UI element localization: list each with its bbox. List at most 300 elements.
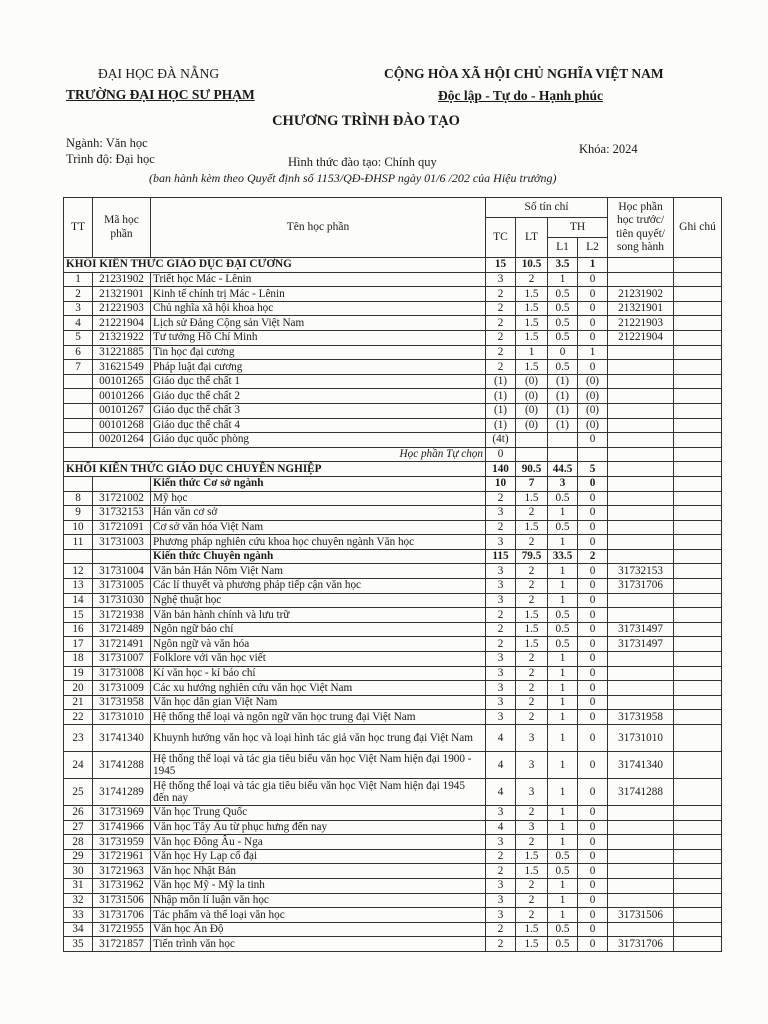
course-code: 31731958 [93,695,151,710]
course-name: Văn học Trung Quốc [151,806,486,821]
credit-theory: 90.5 [516,462,548,477]
row-number [64,374,93,389]
credit-practice-l2: 0 [578,922,608,937]
course-name: Tiến trình văn học [151,937,486,952]
row-number: 18 [64,652,93,667]
credit-total: 3 [486,695,516,710]
section-row [64,258,722,273]
credit-theory: 2 [516,506,548,521]
note-cell [674,820,722,835]
row-number: 24 [64,752,93,779]
course-code: 31732153 [93,506,151,521]
credit-theory: 1.5 [516,608,548,623]
credit-practice-l2: 0 [578,272,608,287]
credit-practice-l1: 1 [548,593,578,608]
credit-practice-l2: (0) [578,389,608,404]
credit-practice-l2: 0 [578,849,608,864]
credit-theory: 2 [516,893,548,908]
credit-total: 3 [486,593,516,608]
credit-theory: 1.5 [516,864,548,879]
note-cell [674,389,722,404]
course-name: Các lí thuyết và phương pháp tiếp cận văn học [151,579,486,594]
subsection-title: Kiến thức Chuyên ngành [151,549,486,564]
credit-total: (1) [486,389,516,404]
credit-total: 2 [486,937,516,952]
note-cell [674,849,722,864]
credit-practice-l2: 0 [578,779,608,806]
course-code: 00101267 [93,403,151,418]
credit-total: 3 [486,710,516,725]
credit-practice-l2: 0 [578,316,608,331]
credit-theory: 79.5 [516,549,548,564]
country-name: CỘNG HÒA XÃ HỘI CHỦ NGHĨA VIỆT NAM [384,66,664,81]
credit-total: 4 [486,779,516,806]
row-number: 3 [64,301,93,316]
row-number: 31 [64,878,93,893]
credit-practice-l2: (0) [578,418,608,433]
note-cell [674,937,722,952]
credit-theory: 3 [516,752,548,779]
credit-practice-l2: 0 [578,506,608,521]
school-name: TRƯỜNG ĐẠI HỌC SƯ PHẠM [66,87,255,102]
course-code: 21231902 [93,272,151,287]
row-number: 13 [64,579,93,594]
note-cell [674,535,722,550]
credit-total: 3 [486,893,516,908]
section-row [64,462,722,477]
prerequisite-code: 21321901 [608,301,674,316]
course-code: 31741289 [93,779,151,806]
course-row [64,893,722,908]
credit-practice-l2: 0 [578,937,608,952]
row-number: 9 [64,506,93,521]
credit-theory: 2 [516,564,548,579]
row-number: 33 [64,908,93,923]
course-name: Văn học Hy Lạp cổ đại [151,849,486,864]
course-row [64,272,722,287]
credit-practice-l2: 0 [578,433,608,448]
credit-total: 4 [486,725,516,752]
course-code: 31731010 [93,710,151,725]
credit-practice-l1: 0.5 [548,922,578,937]
credit-practice-l1: 1 [548,506,578,521]
course-row [64,878,722,893]
course-name: Mỹ học [151,491,486,506]
credit-practice-l1: 0.5 [548,330,578,345]
note-cell [674,710,722,725]
course-row [64,666,722,681]
credit-practice-l2: 0 [578,491,608,506]
course-row [64,301,722,316]
header-th: TH [548,218,608,238]
credit-practice-l1: 1 [548,878,578,893]
course-row [64,681,722,696]
row-number: 25 [64,779,93,806]
credit-theory: 1.5 [516,922,548,937]
row-number: 22 [64,710,93,725]
header-tc: TC [486,218,516,258]
credit-total: 3 [486,835,516,850]
course-code: 31221885 [93,345,151,360]
note-cell [674,864,722,879]
course-name: Giáo dục thể chất 3 [151,403,486,418]
credit-total: 3 [486,908,516,923]
credit-practice-l1: 0.5 [548,360,578,375]
prereq-cell [608,462,674,477]
credit-practice-l2: 2 [578,549,608,564]
prerequisite-code: 31731010 [608,725,674,752]
note-cell [674,403,722,418]
prerequisite-code: 31732153 [608,564,674,579]
course-row [64,389,722,404]
prerequisite-code [608,491,674,506]
prerequisite-code [608,864,674,879]
credit-practice-l2: 0 [578,535,608,550]
credit-theory: 1.5 [516,622,548,637]
row-number: 11 [64,535,93,550]
course-row [64,506,722,521]
header-code: Mã học phần [93,198,151,258]
credit-practice-l2: 0 [578,476,608,491]
credit-theory: 2 [516,272,548,287]
course-row [64,622,722,637]
credit-total: (1) [486,418,516,433]
header-l2: L2 [578,238,608,258]
course-name: Hệ thống thể loại và tác gia tiêu biểu văn học Việt Nam hiện đại 1900 - 1945 [151,752,486,779]
note-cell [674,287,722,302]
credit-practice-l2: 0 [578,681,608,696]
code-cell [93,476,151,491]
credit-practice-l2: 0 [578,593,608,608]
course-name: Văn học Nhật Bản [151,864,486,879]
header-name: Tên học phần [151,198,486,258]
credit-practice-l1: 1 [548,579,578,594]
credit-practice-l1: 0.5 [548,608,578,623]
credit-practice-l1: 1 [548,725,578,752]
course-row [64,491,722,506]
note-cell [674,491,722,506]
credit-theory: 1.5 [516,330,548,345]
credit-practice-l2: 0 [578,301,608,316]
course-code: 31721002 [93,491,151,506]
code-cell [93,549,151,564]
credit-practice-l2: 0 [578,893,608,908]
course-name: Lịch sử Đảng Cộng sản Việt Nam [151,316,486,331]
prerequisite-code [608,506,674,521]
credit-theory: 2 [516,695,548,710]
credit-total: (4t) [486,433,516,448]
course-row [64,593,722,608]
note-cell [674,549,722,564]
course-row [64,345,722,360]
course-name: Folklore với văn học viết [151,652,486,667]
prerequisite-code: 31731506 [608,908,674,923]
prerequisite-code [608,695,674,710]
course-name: Văn học dân gian Việt Nam [151,695,486,710]
note-cell [674,593,722,608]
credit-practice-l1: 0.5 [548,287,578,302]
prerequisite-code [608,593,674,608]
credit-theory [516,447,548,462]
credit-practice-l1: 0 [548,345,578,360]
course-name: Hệ thống thể loại và tác gia tiêu biểu văn học Việt Nam hiện đại 1945 đến nay [151,779,486,806]
note-cell [674,779,722,806]
note-cell [674,681,722,696]
course-row [64,922,722,937]
course-row [64,849,722,864]
course-code: 31721955 [93,922,151,937]
credit-total: 0 [486,447,516,462]
row-number: 10 [64,520,93,535]
course-name: Văn học Đông Âu - Nga [151,835,486,850]
row-number: 30 [64,864,93,879]
credit-theory: 7 [516,476,548,491]
course-row [64,752,722,779]
course-name: Nhập môn lí luận văn học [151,893,486,908]
note-cell [674,433,722,448]
credit-theory: 1.5 [516,360,548,375]
course-code: 31721091 [93,520,151,535]
credit-practice-l1: 0.5 [548,491,578,506]
row-number: 5 [64,330,93,345]
credit-practice-l1: 1 [548,652,578,667]
credit-total: 2 [486,316,516,331]
course-code: 31741340 [93,725,151,752]
credit-total: 3 [486,535,516,550]
credit-practice-l2: 0 [578,652,608,667]
prerequisite-code [608,806,674,821]
row-number: 21 [64,695,93,710]
course-row [64,725,722,752]
course-code: 00101268 [93,418,151,433]
credit-practice-l1: 1 [548,806,578,821]
course-name: Văn học Ấn Độ [151,922,486,937]
credit-practice-l2: 0 [578,908,608,923]
course-name: Ngôn ngữ và văn hóa [151,637,486,652]
course-row [64,908,722,923]
credit-practice-l1: 1 [548,681,578,696]
prerequisite-code: 31741340 [608,752,674,779]
credit-total: 2 [486,864,516,879]
credit-total: 4 [486,752,516,779]
header-tt: TT [64,198,93,258]
prerequisite-code [608,345,674,360]
note-cell [674,622,722,637]
header-l1: L1 [548,238,578,258]
course-code: 21321922 [93,330,151,345]
credit-practice-l2 [578,447,608,462]
note-cell [674,725,722,752]
credit-practice-l1: 1 [548,908,578,923]
credit-practice-l2: 0 [578,360,608,375]
credit-theory: 1.5 [516,301,548,316]
course-row [64,579,722,594]
credit-practice-l2: 1 [578,258,608,273]
prerequisite-code [608,820,674,835]
credit-theory: 2 [516,835,548,850]
note-cell [674,908,722,923]
credit-practice-l2: 0 [578,806,608,821]
credit-theory: (0) [516,374,548,389]
note-cell [674,360,722,375]
credit-total: 2 [486,360,516,375]
course-code: 21221903 [93,301,151,316]
section-title: KHỐI KIẾN THỨC GIÁO DỤC CHUYÊN NGHIỆP [64,462,486,477]
credit-total: 2 [486,330,516,345]
prerequisite-code [608,835,674,850]
header-credits: Số tín chỉ [486,198,608,218]
course-code: 31731005 [93,579,151,594]
row-number: 27 [64,820,93,835]
course-row [64,374,722,389]
credit-theory: 2 [516,710,548,725]
prerequisite-code [608,272,674,287]
prereq-cell [608,476,674,491]
note-cell [674,695,722,710]
credit-practice-l2: 1 [578,345,608,360]
credit-theory: 1.5 [516,520,548,535]
credit-total: 3 [486,878,516,893]
prereq-cell [608,447,674,462]
course-name: Chủ nghĩa xã hội khoa học [151,301,486,316]
prerequisite-code: 31731706 [608,579,674,594]
curriculum-table [63,197,722,952]
note-cell [674,258,722,273]
prerequisite-code: 31741288 [608,779,674,806]
credit-practice-l1: 1 [548,835,578,850]
credit-practice-l1: 0.5 [548,937,578,952]
credit-practice-l2: 0 [578,622,608,637]
course-row [64,637,722,652]
credit-theory: 2 [516,652,548,667]
prerequisite-code: 31731706 [608,937,674,952]
note-cell [674,637,722,652]
course-name: Văn bản Hán Nôm Việt Nam [151,564,486,579]
prerequisite-code [608,418,674,433]
course-name: Giáo dục quốc phòng [151,433,486,448]
course-name: Các xu hướng nghiên cứu văn học Việt Nam [151,681,486,696]
credit-practice-l2: 0 [578,752,608,779]
credit-practice-l1: 44.5 [548,462,578,477]
credit-total: 2 [486,301,516,316]
credit-practice-l1: 1 [548,272,578,287]
credit-total: 2 [486,345,516,360]
credit-theory: 1.5 [516,316,548,331]
prereq-cell [608,549,674,564]
credit-theory: 2 [516,806,548,821]
credit-practice-l2: 0 [578,637,608,652]
course-name: Kinh tế chính trị Mác - Lênin [151,287,486,302]
course-row [64,564,722,579]
course-row [64,820,722,835]
course-row [64,608,722,623]
credit-practice-l2: 0 [578,725,608,752]
prerequisite-code [608,433,674,448]
credit-practice-l2: (0) [578,374,608,389]
note-cell [674,301,722,316]
credit-total: 3 [486,806,516,821]
course-code: 31721938 [93,608,151,623]
course-code: 31621549 [93,360,151,375]
note-cell [674,272,722,287]
course-name: Văn học Mỹ - Mỹ la tinh [151,878,486,893]
course-name: Khuynh hướng văn học và loại hình tác giả văn học trung đại Việt Nam [151,725,486,752]
prerequisite-code [608,652,674,667]
course-name: Kí văn học - kí báo chí [151,666,486,681]
course-code: 31741966 [93,820,151,835]
note-cell [674,579,722,594]
credit-practice-l2: 0 [578,695,608,710]
course-code: 31731706 [93,908,151,923]
prerequisite-code: 21221904 [608,330,674,345]
course-code: 31731003 [93,535,151,550]
credit-practice-l1: (1) [548,418,578,433]
course-name: Cơ sở văn hóa Việt Nam [151,520,486,535]
header-prereq: Học phần học trước/ tiên quyết/ song hành [608,198,674,258]
credit-total: (1) [486,374,516,389]
course-name: Tác phẩm và thể loại văn học [151,908,486,923]
course-code: 31731969 [93,806,151,821]
credit-total: 2 [486,637,516,652]
prerequisite-code [608,374,674,389]
row-number: 16 [64,622,93,637]
credit-practice-l1: (1) [548,374,578,389]
credit-total: 2 [486,287,516,302]
credit-practice-l1: 3.5 [548,258,578,273]
row-number: 2 [64,287,93,302]
course-code: 31731008 [93,666,151,681]
credit-total: (1) [486,403,516,418]
header-note: Ghi chú [674,198,722,258]
course-row [64,418,722,433]
credit-total: 3 [486,652,516,667]
course-code: 00101266 [93,389,151,404]
course-code: 31741288 [93,752,151,779]
credit-theory: 2 [516,878,548,893]
course-row [64,520,722,535]
course-row [64,710,722,725]
course-code: 31731506 [93,893,151,908]
credit-practice-l1: 33.5 [548,549,578,564]
credit-practice-l1: 1 [548,535,578,550]
row-number [64,403,93,418]
course-name: Nghệ thuật học [151,593,486,608]
credit-practice-l1: 1 [548,710,578,725]
credit-theory: 10.5 [516,258,548,273]
course-row [64,535,722,550]
course-row [64,360,722,375]
note-cell [674,374,722,389]
course-row [64,652,722,667]
note-cell [674,608,722,623]
credit-practice-l2: 0 [578,710,608,725]
row-number: 17 [64,637,93,652]
credit-total: 2 [486,922,516,937]
course-code: 31721961 [93,849,151,864]
major-label: Ngành: Văn học [66,136,148,150]
note-cell [674,878,722,893]
course-code: 31721489 [93,622,151,637]
credit-practice-l2: (0) [578,403,608,418]
row-number: 8 [64,491,93,506]
credit-total: 3 [486,579,516,594]
credit-practice-l1: 0.5 [548,316,578,331]
credit-theory: 2 [516,593,548,608]
row-number: 35 [64,937,93,952]
credit-total: 2 [486,520,516,535]
note-cell [674,345,722,360]
course-row [64,835,722,850]
